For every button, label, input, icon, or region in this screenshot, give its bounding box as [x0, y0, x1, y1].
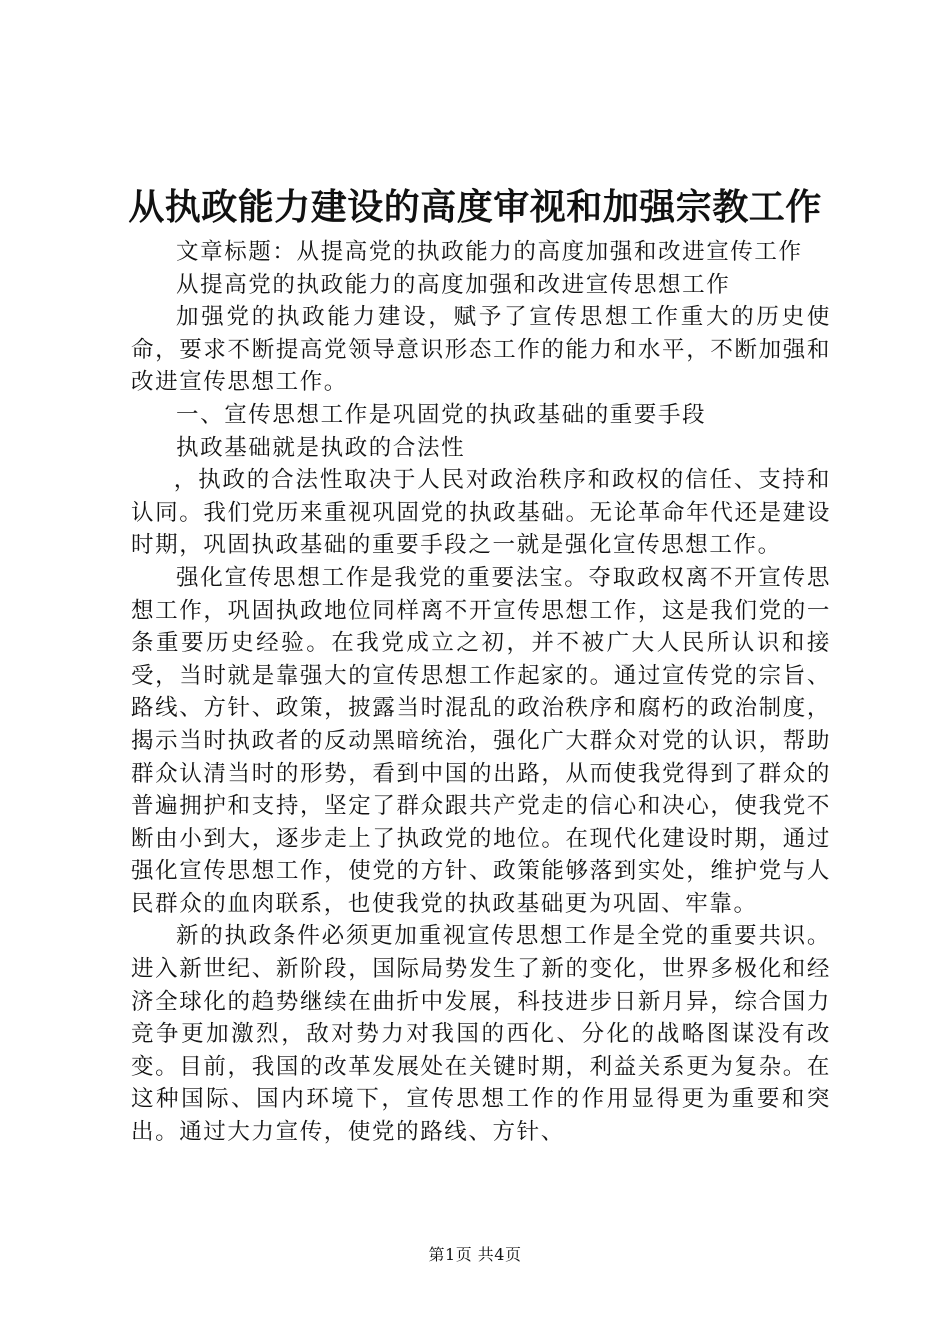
paragraph-magic-weapon: 强化宣传思想工作是我党的重要法宝。夺取政权离不开宣传思想工作，巩固执政地位同样离不开宣传思想工作，这是我们党的一条重要历史经验。在我党成立之初，并不被广大人民所认识和接受，当时就是靠强大的宣传思想工作起家的。通过宣传党的宗旨、路线、方针、政策，披露当时混乱的政治秩序和腐朽的政治制度，揭示当时执政者的反动黑暗统治，强化广大群众对党的认识，帮助群众认清当时的形势，看到中国的出路，从而使我党得到了群众的普遍拥护和支持，坚定了群众跟共产党走的信心和决心，使我党不断由小到大，逐步走上了执政党的地位。在现代化建设时期，通过强化宣传思想工作，使党的方针、政策能够落到实处，维护党与人民群众的血肉联系，也使我党的执政基础更为巩固、牢靠。 [131, 564, 831, 917]
paragraph-new-conditions: 新的执政条件必须更加重视宣传思想工作是全党的重要共识。进入新世纪、新阶段，国际局势发生了新的变化，世界多极化和经济全球化的趋势继续在曲折中发展，科技进步日新月异，综合国力竞争更加激烈，敌对势力对我国的西化、分化的战略图谋没有改变。目前，我国的改革发展处在关键时期，利益关系更为复杂。在这种国际、国内环境下，宣传思想工作的作用显得更为重要和突出。通过大力宣传，使党的路线、方针、 [131, 923, 831, 1146]
paragraph-foundation: 执政基础就是执政的合法性 [176, 434, 466, 461]
paragraph-article-heading: 文章标题：从提高党的执政能力的高度加强和改进宣传工作 [176, 239, 803, 265]
paragraph-subtitle: 从提高党的执政能力的高度加强和改进宣传思想工作 [176, 271, 731, 298]
document-title: 从执政能力建设的高度审视和加强宗教工作 [128, 186, 822, 228]
paragraph-intro: 加强党的执政能力建设，赋予了宣传思想工作重大的历史使命，要求不断提高党领导意识形态工作的能力和水平，不断加强和改进宣传思想工作。 [131, 304, 831, 396]
section-heading-1: 一、宣传思想工作是巩固党的执政基础的重要手段 [176, 401, 707, 428]
document-body [131, 236, 831, 1149]
paragraph-legitimacy: ，执政的合法性取决于人民对政治秩序和政权的信任、支持和认同。我们党历来重视巩固党的执政基础。无论革命年代还是建设时期，巩固执政基础的重要手段之一就是强化宣传思想工作。 [131, 467, 831, 559]
page-footer: 第1页 共4页 [428, 1245, 522, 1264]
